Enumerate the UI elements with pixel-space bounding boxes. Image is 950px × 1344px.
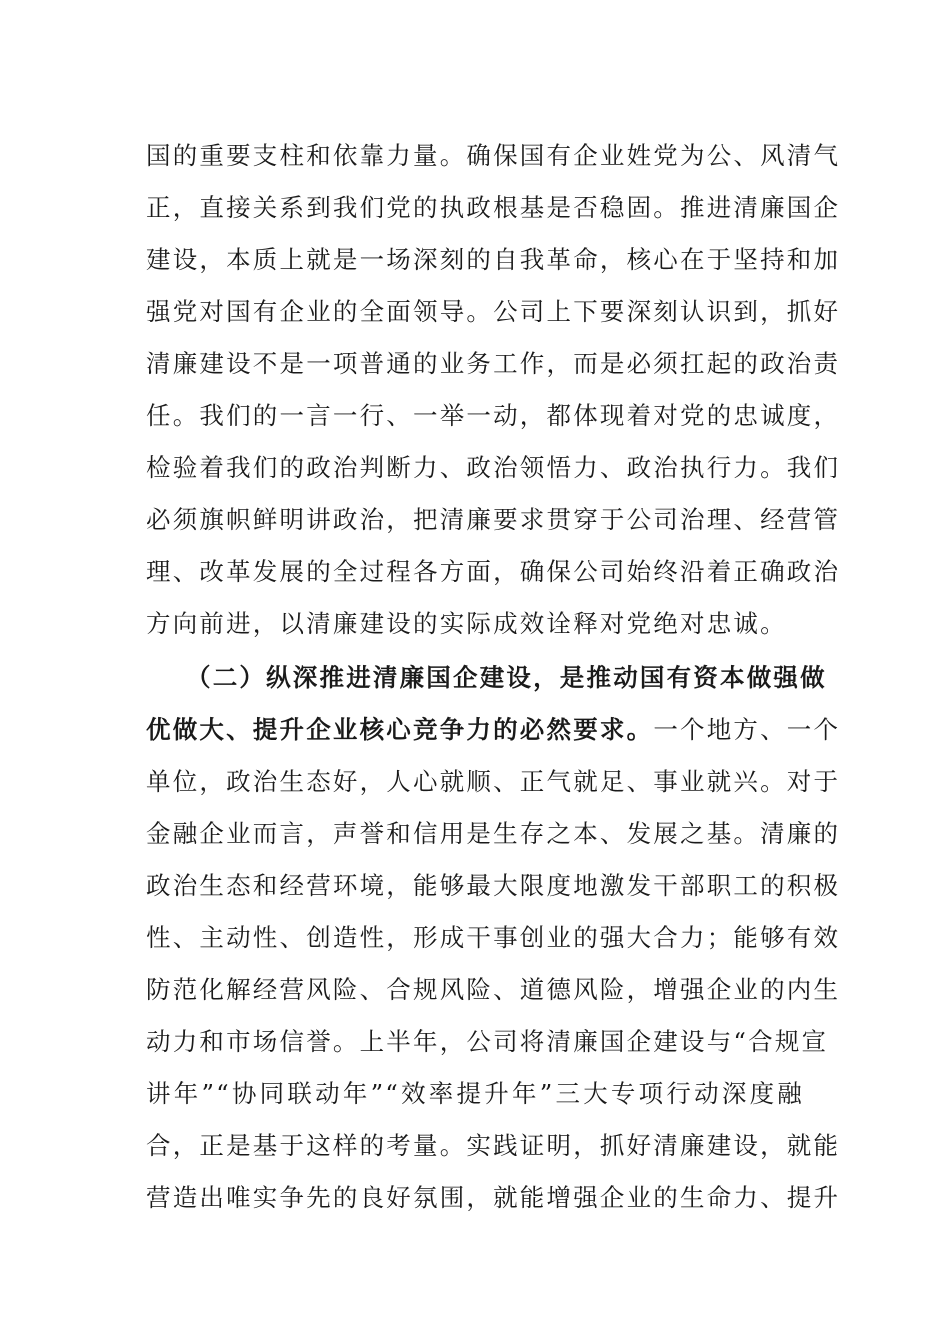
paragraph-line: 单位，政治生态好，人心就顺、正气就足、事业就兴。对于 bbox=[146, 767, 841, 796]
paragraph-line: 方向前进，以清廉建设的实际成效诠释对党绝对忠诚。 bbox=[146, 609, 787, 638]
paragraph-line: 理、改革发展的全过程各方面，确保公司始终沿着正确政治 bbox=[146, 557, 841, 586]
paragraph-line: 合，正是基于这样的考量。实践证明，抓好清廉建设，就能 bbox=[146, 1131, 841, 1160]
paragraph-line: 清廉建设不是一项普通的业务工作，而是必须扛起的政治责 bbox=[146, 349, 841, 378]
paragraph-line: 正，直接关系到我们党的执政根基是否稳固。推进清廉国企 bbox=[146, 193, 841, 222]
paragraph-line: 任。我们的一言一行、一举一动，都体现着对党的忠诚度， bbox=[146, 401, 841, 430]
paragraph-line: 检验着我们的政治判断力、政治领悟力、政治执行力。我们 bbox=[146, 453, 841, 482]
paragraph-line: 防范化解经营风险、合规风险、道德风险，增强企业的内生 bbox=[146, 975, 841, 1004]
paragraph-line: 营造出唯实争先的良好氛围，就能增强企业的生命力、提升 bbox=[146, 1183, 841, 1212]
paragraph-line: 国的重要支柱和依靠力量。确保国有企业姓党为公、风清气 bbox=[146, 141, 841, 170]
paragraph-line: 必须旗帜鲜明讲政治，把清廉要求贯穿于公司治理、经营管 bbox=[146, 505, 841, 534]
paragraph-line: 金融企业而言，声誉和信用是生存之本、发展之基。清廉的 bbox=[146, 819, 841, 848]
section-heading-tail: 优做大、提升企业核心竞争力的必然要求。 bbox=[146, 715, 654, 744]
paragraph-text: 一个地方、一个 bbox=[653, 715, 841, 744]
paragraph-line: 性、主动性、创造性，形成干事创业的强大合力；能够有效 bbox=[146, 923, 841, 952]
paragraph-line: 建设，本质上就是一场深刻的自我革命，核心在于坚持和加 bbox=[146, 245, 841, 274]
section-heading-continuation bbox=[146, 704, 841, 756]
paragraph-line: 讲年”“协同联动年”“效率提升年”三大专项行动深度融 bbox=[146, 1079, 804, 1108]
paragraph-line: 强党对国有企业的全面领导。公司上下要深刻认识到，抓好 bbox=[146, 297, 841, 326]
paragraph-line: 动力和市场信誉。上半年，公司将清廉国企建设与“合规宣 bbox=[146, 1027, 829, 1056]
paragraph-line: 政治生态和经营环境，能够最大限度地激发干部职工的积极 bbox=[146, 871, 841, 900]
section-heading: （二）纵深推进清廉国企建设，是推动国有资本做强做 bbox=[186, 663, 827, 692]
